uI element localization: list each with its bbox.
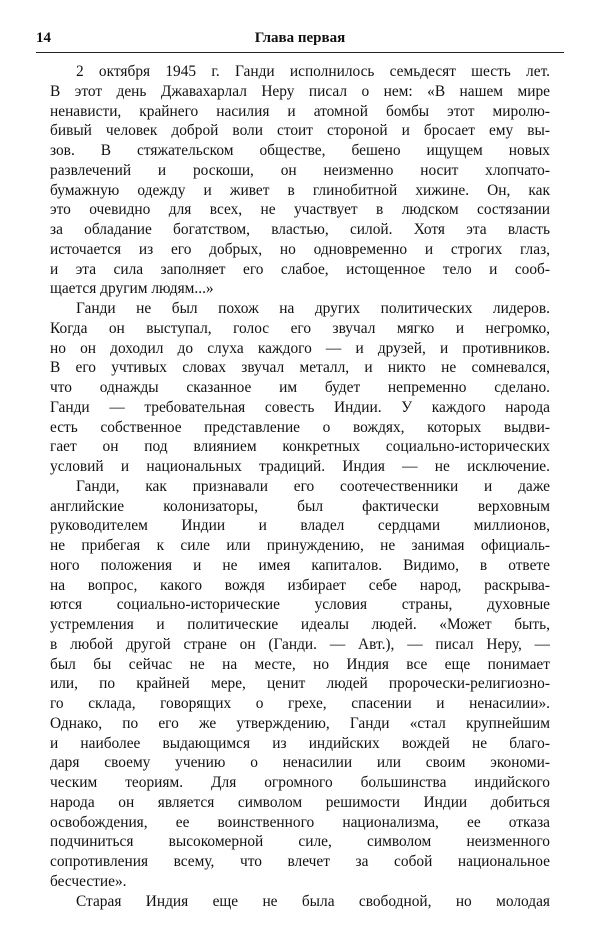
text-line: сопротивления всему, что влечет за собой национальное: [50, 853, 550, 870]
text-line: зов. В стяжательском обществе, бешено ищущем новых: [50, 142, 550, 159]
text-line: на вопрос, какого вождя избирает себе народ, раскрыва-: [50, 576, 550, 594]
text-line: за обладание богатством, властью, силой. Хотя эта власть: [50, 221, 550, 238]
text-line: это очевидно для всех, не участвует в людском состязании: [50, 201, 550, 219]
text-line: развлечений и роскоши, он неизменно носит хлопчато-: [50, 161, 550, 179]
text-line: источается из его добрых, но одновременно и строгих глаз,: [50, 240, 550, 258]
text-line: есть собственное представление о вождях, которых выдви-: [50, 418, 550, 436]
text-line: гает он под влиянием конкретных социально-исторических: [50, 438, 550, 456]
text-line: В этот день Джавахарлал Неру писал о нем: «В нашем мире: [50, 82, 550, 100]
text-line: и эта сила заполняет его слабое, истощенное тело и сооб-: [50, 260, 550, 278]
text-line: был бы сейчас не на месте, но Индия все еще понимает: [50, 655, 550, 673]
text-line: или, по крайней мере, ценит людей пророчески-религиозно-: [50, 675, 550, 693]
text-line: что однажды сказанное им будет непременно сделано.: [50, 379, 550, 396]
text-line: Ганди не был похож на других политических лидеров.: [76, 300, 550, 317]
text-line: даря своему учению о ненасилии или своим экономи-: [50, 754, 550, 772]
text-line: Старая Индия еще не была свободной, но молодая: [76, 892, 550, 910]
text-line: бивый человек доброй воли стоит стороной и бросает ему вы-: [50, 122, 550, 140]
text-line: бесчестие».: [50, 872, 127, 890]
page-number: 14: [36, 30, 51, 46]
text-line: руководителем Индии и владел сердцами миллионов,: [50, 517, 550, 535]
text-line: бумажную одежду и живет в глинобитной хижине. Он, как: [50, 181, 550, 199]
text-line: В его учтивых словах звучал металл, и никто не сомневался,: [50, 359, 550, 377]
text-line: устремления и политические идеалы людей. «Может быть,: [50, 616, 550, 633]
text-line: освобождения, ее воинственного национализма, ее отказа: [50, 813, 550, 831]
text-line: и наиболее выдающимся из индийских вождей не благо-: [50, 734, 550, 752]
text-line: ческим теориям. Для огромного большинства индийского: [50, 774, 550, 791]
text-line: Ганди, как признавали его соотечественники и даже: [76, 477, 550, 495]
text-line: в любой другой стране он (Ганди. — Авт.), — писал Неру, —: [50, 635, 550, 653]
text-line: ненависти, крайнего насилия и атомной бомбы этот миролю-: [50, 102, 550, 120]
text-line: ного положения и не имея капиталов. Видимо, в ответе: [50, 556, 550, 574]
text-line: подчиниться высокомерной силе, символом неизменного: [50, 833, 550, 851]
text-line: условий и национальных традиций. Индия — не исключение.: [50, 458, 550, 475]
text-line: щается другим людям...»: [50, 280, 214, 298]
text-line: ются социально-исторические условия страны, духовные: [50, 596, 550, 614]
text-line: 2 октября 1945 г. Ганди исполнилось семьдесят шесть лет.: [76, 63, 550, 80]
chapter-title: Глава первая: [254, 30, 346, 46]
body-text: [50, 62, 550, 911]
text-line: Ганди — требовательная совесть Индии. У каждого народа: [50, 398, 550, 416]
text-line: не прибегая к силе или принуждению, не занимая официаль-: [50, 537, 550, 554]
text-line: го склада, говорящих о грехе, спасении и ненасилии».: [50, 695, 550, 712]
running-header: [36, 30, 564, 53]
text-line: английские колонизаторы, был фактически верховным: [50, 497, 550, 515]
text-line: Однако, по его же утверждению, Ганди «стал крупнейшим: [50, 714, 550, 732]
text-line: Когда он выступал, голос его звучал мягко и негромко,: [50, 319, 550, 337]
text-line: народа он является символом решимости Индии добиться: [50, 793, 550, 811]
text-line: но он доходил до слуха каждого — и друзей, и противников.: [50, 339, 550, 357]
